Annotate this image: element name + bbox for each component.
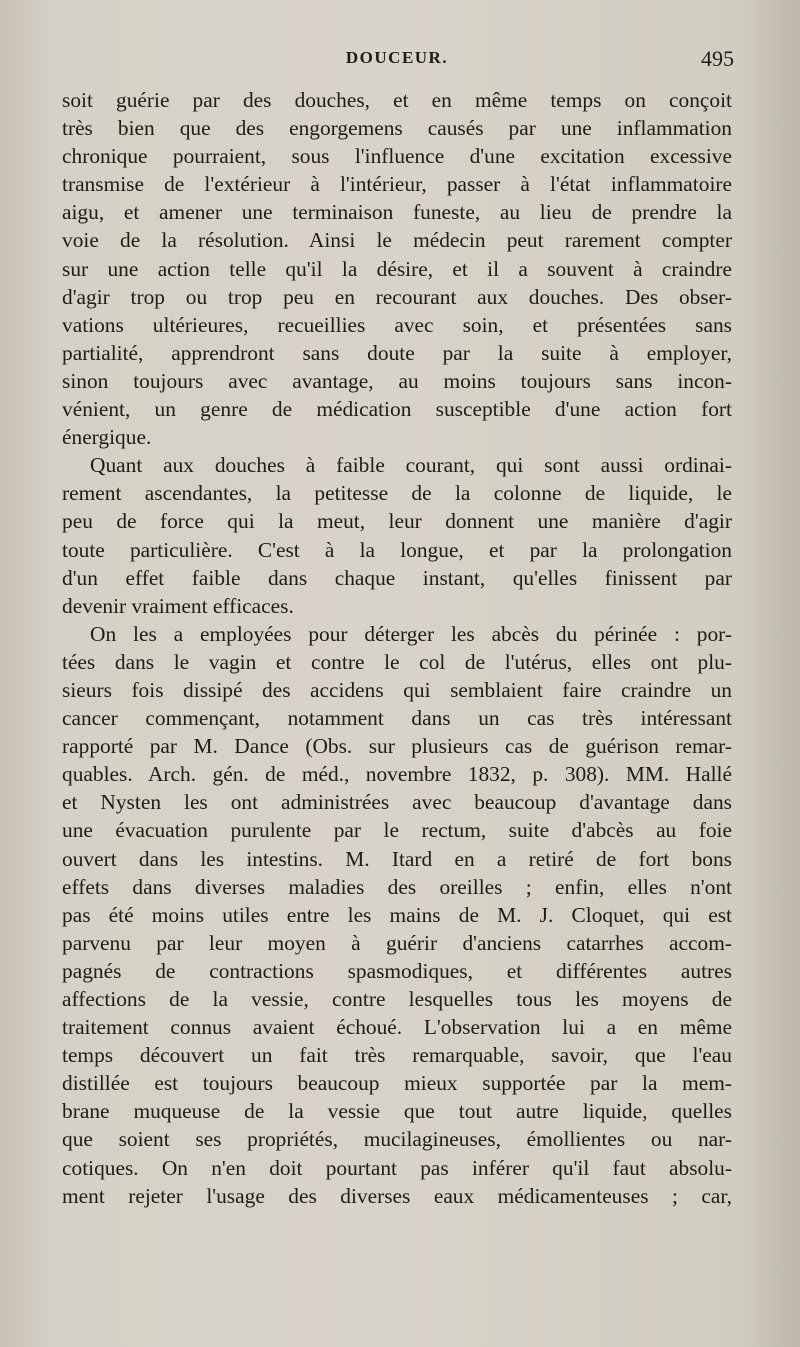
text-line: parvenu par leur moyen à guérir d'anciens catarrhes accom- bbox=[62, 930, 732, 955]
running-title: DOUCEUR. bbox=[345, 48, 449, 67]
paragraph-3 bbox=[62, 620, 732, 1210]
text-line: d'un effet faible dans chaque instant, qu'elles finissent par bbox=[62, 565, 732, 590]
text-line: rement ascendantes, la petitesse de la colonne de liquide, le bbox=[62, 481, 732, 506]
text-line: devenir vraiment efficaces. bbox=[62, 593, 294, 618]
text-line: transmise de l'extérieur à l'intérieur, passer à l'état inflammatoire bbox=[62, 172, 732, 197]
text-line: sur une action telle qu'il la désire, et il a souvent à craindre bbox=[62, 256, 732, 281]
text-line: temps découvert un fait très remarquable, savoir, que l'eau bbox=[62, 1043, 732, 1068]
page-number: 495 bbox=[701, 46, 734, 71]
text-line: On les a employées pour déterger les abcès du périnée : por- bbox=[90, 621, 732, 646]
text-line: chronique pourraient, sous l'influence d'une excitation excessive bbox=[62, 144, 732, 169]
text-line: Quant aux douches à faible courant, qui sont aussi ordinai- bbox=[90, 453, 732, 478]
text-line: sinon toujours avec avantage, au moins toujours sans incon- bbox=[62, 368, 732, 393]
text-line: rapporté par M. Dance (Obs. sur plusieurs cas de guérison remar- bbox=[62, 734, 732, 759]
text-line: vations ultérieures, recueillies avec soin, et présentées sans bbox=[62, 312, 732, 337]
text-line: distillée est toujours beaucoup mieux supportée par la mem- bbox=[62, 1071, 732, 1096]
text-line: et Nysten les ont administrées avec beaucoup d'avantage dans bbox=[62, 790, 732, 815]
text-line: brane muqueuse de la vessie que tout autre liquide, quelles bbox=[62, 1099, 732, 1124]
paragraph-2 bbox=[62, 451, 732, 620]
text-line: ouvert dans les intestins. M. Itard en a retiré de fort bons bbox=[62, 846, 732, 871]
text-line: soit guérie par des douches, et en même temps on conçoit bbox=[62, 88, 732, 112]
text-line: que soient ses propriétés, mucilagineuses, émollientes ou nar- bbox=[62, 1127, 732, 1152]
text-line: cancer commençant, notamment dans un cas très intéressant bbox=[62, 706, 732, 731]
text-line: effets dans diverses maladies des oreilles ; enfin, elles n'ont bbox=[62, 874, 732, 899]
text-line: toute particulière. C'est à la longue, et par la prolongation bbox=[62, 537, 732, 562]
running-head bbox=[62, 46, 732, 76]
text-line: vénient, un genre de médication susceptible d'une action fort bbox=[62, 397, 732, 422]
text-line: aigu, et amener une terminaison funeste, au lieu de prendre la bbox=[62, 200, 732, 225]
text-line: partialité, apprendront sans doute par la suite à employer, bbox=[62, 340, 732, 365]
text-line: traitement connus avaient échoué. L'observation lui a en même bbox=[62, 1015, 732, 1040]
text-line: sieurs fois dissipé des accidens qui semblaient faire craindre un bbox=[62, 677, 732, 702]
paragraph-1 bbox=[62, 86, 732, 451]
text-line: affections de la vessie, contre lesquelles tous les moyens de bbox=[62, 987, 732, 1011]
text-line: d'agir trop ou trop peu en recourant aux douches. Des obser- bbox=[62, 284, 732, 309]
text-line: une évacuation purulente par le rectum, suite d'abcès au foie bbox=[62, 818, 732, 843]
text-line: très bien que des engorgemens causés par une inflammation bbox=[62, 116, 732, 141]
text-line: voie de la résolution. Ainsi le médecin peut rarement compter bbox=[62, 228, 732, 253]
body-text bbox=[62, 86, 732, 1210]
text-line: tées dans le vagin et contre le col de l'utérus, elles ont plu- bbox=[62, 649, 732, 674]
text-line: ment rejeter l'usage des diverses eaux médicamenteuses ; car, bbox=[62, 1183, 732, 1208]
text-line: cotiques. On n'en doit pourtant pas inférer qu'il faut absolu- bbox=[62, 1155, 732, 1180]
text-line: peu de force qui la meut, leur donnent une manière d'agir bbox=[62, 509, 732, 534]
text-line: énergique. bbox=[62, 425, 152, 450]
text-line: pas été moins utiles entre les mains de M. J. Cloquet, qui est bbox=[62, 902, 732, 927]
text-line: pagnés de contractions spasmodiques, et différentes autres bbox=[62, 958, 732, 983]
text-line: quables. Arch. gén. de méd., novembre 1832, p. 308). MM. Hallé bbox=[62, 762, 732, 787]
